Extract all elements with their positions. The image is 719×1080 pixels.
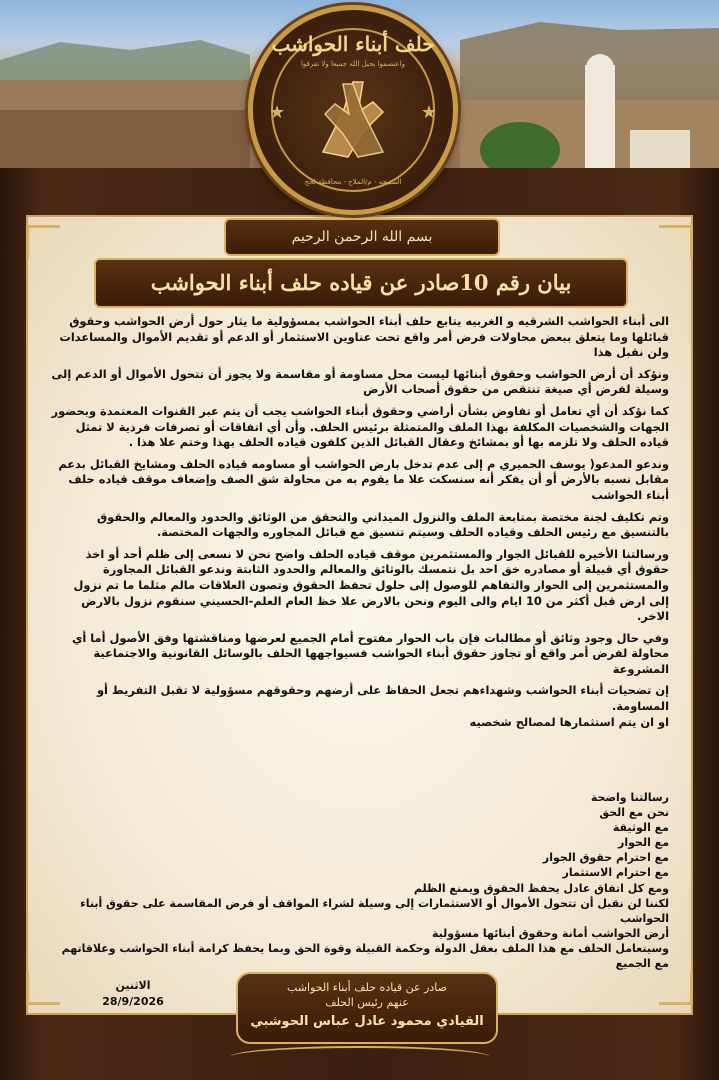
date-block [88,978,178,1010]
bottom-ornament [230,1046,490,1068]
corner-ornament [659,971,693,1005]
star-icon: ★ [269,102,286,123]
slogan-line: مع احترام حقوق الجوار [542,851,669,865]
signature-banner [236,972,498,1044]
seal-location: الصبيحه - م/الملاح - محافظة لحج [304,178,402,186]
paragraph: او ان يتم استثمارها لمصالح شخصيه [469,714,669,729]
signatory-name: القيادي محمود عادل عباس الحوشبي [250,1014,484,1029]
slogan-line: لكننا لن نقبل أن تتحول الأموال أو الاستثمارات إلى وسيلة لشراء المواقف أو فرض المقاسمة على حقوق أبناء الحواشب [80,896,669,925]
handshake-icon [313,72,393,162]
statement-title: بيان رقم 10صادر عن قياده حلف أبناء الحواشب [94,258,628,308]
statement-body [50,314,669,736]
paragraph: كما نؤكد أن أي تعامل أو تفاوض بشأن أراضي وحقوق أبناء الحواشب يجب أن يتم عبر القنوات المعتمدة وبحضور الجهات والشخصيات المكلفة بهذا الملف والمتمثلة برئيس الحلف. وأن أي اتفاقات أو تصرفات فردية لا تمثل قياده الحلف ولا تلزمه بها أو بمشائخ وعقال القبائل الذين كلفون قياده الحلف بهذا وختم علا هذا . [51,403,669,450]
date-day: الاثنين [115,979,151,992]
slogan-line: وسيتعامل الحلف مع هذا الملف بعقل الدولة وحكمة القبيلة وقوة الحق وبما يحفظ كرامة أبناء الحواشب وعلاقاتهم مع الجميع [61,941,669,971]
slogan-line: مع الحوار [618,836,669,850]
paragraph: الى أبناء الحواشب الشرقيه و الغربيه يتابع حلف أبناء الحواشب بمسؤولية ما يثار حول أرض الحواشب وحقوق قبائلها وما يتعلق ببعض محاولات فرض أمر واقع تحت عناوين الاستثمار أو الدعم أو تقديم الأموال والمساعدات ولن نقبل هذا [59,314,669,360]
slogan-line: مع احترام الاستثمار [562,866,669,880]
issued-by: صادر عن قياده حلف أبناء الحواشب [287,981,447,994]
corner-ornament [659,225,693,259]
basmala-banner: بسم الله الرحمن الرحيم [224,218,500,256]
date-value: 28/9/2026 [102,995,164,1008]
seal-title: حلف أبناء الحواشب [271,32,435,56]
paragraph: وتم تكليف لجنة مختصة بمتابعة الملف والنزول الميداني والتحقق من الوثائق والحدود والمعالم والحقوق بالتنسيق مع رئيس الحلف وقياده الحلف وسيتم تنسيق مع قبائل المجاوره والجهات المختصة. [97,509,669,540]
seal-motto: واعتصموا بحبل الله جميعا ولا تفرقوا [300,60,406,68]
corner-ornament [26,971,60,1005]
alliance-seal-logo [248,5,458,215]
paragraph: وندعو المدعو( يوسف الحميري م إلى عدم تدخل بارض الحواشب أو مساومه قياده الحلف ومشايخ القبائل بدعم مقابل نسبه بالأرض أو أن يفكر أنه سنسكت علا ما يقوم به من محاولة شق الصف وإضعاف موقف قياده حلف أبناء الحواشب [58,456,669,502]
slogan-line: ومع كل اتفاق عادل يحفظ الحقوق ويمنع الظلم [413,881,669,895]
paragraph: وفي حال وجود وثائق أو مطالبات فإن باب الحوار مفتوح أمام الجميع لعرضها ومناقشتها وفق الأصول أما أي محاولة لفرض أمر واقع أو تجاوز حقوق أبناء الحواشب فسيواجهها الحلف بالوسائل القانونية والاجتماعية المشروعة [71,630,669,676]
paragraph: ونؤكد أن أرض الحواشب وحقوق أبنائها ليست محل مساومة أو مقاسمة ولا يجوز أن تتحول الأموال أو الدعم إلى وسيلة لفرض أي صيغة تنتقص من حقوق أصحاب الأرض [51,366,669,397]
on-behalf: عنهم رئيس الحلف [325,996,409,1009]
paragraph: ورسالتنا الأخيره للقبائل الجوار والمستثمرين موقف قياده الحلف واضح نحن لا نسعى إلى ظلم أحد أو اخذ حقوق أي قبيلة أو مصادره خق احد بل نتمسك بالوثائق والمعالم والحدود الثابتة وندعو القبائل المجاورة والمستثمرين إلى الحوار والتفاهم للوصول إلى حلول تحفظ الحقوق وتصون العلاقات مالم مثلما ما تم نزول إلى ارض قبل أكثر من 10 ايام والى اليوم ونحن بالارض علا خظ العام العلم-الحسيني سنقوم نزول بالارض الاخر. [73,546,669,624]
corner-ornament [26,225,60,259]
slogan-line: أرض الحواشب أمانة وحقوق أبنائها مسؤولية [431,926,669,940]
slogan-line: مع الوثيقة [612,821,669,835]
paragraph: إن تضحيات أبناء الحواشب وشهداءهم تجعل الحفاظ على أرضهم وحقوقهم مسؤولية لا تقبل التفريط أو المساومة. [96,683,669,714]
slogan-line: نحن مع الحق [599,806,669,820]
slogan-line: رسالتنا واضحة [590,791,669,804]
star-icon: ★ [420,102,437,123]
slogans-list [49,790,669,971]
